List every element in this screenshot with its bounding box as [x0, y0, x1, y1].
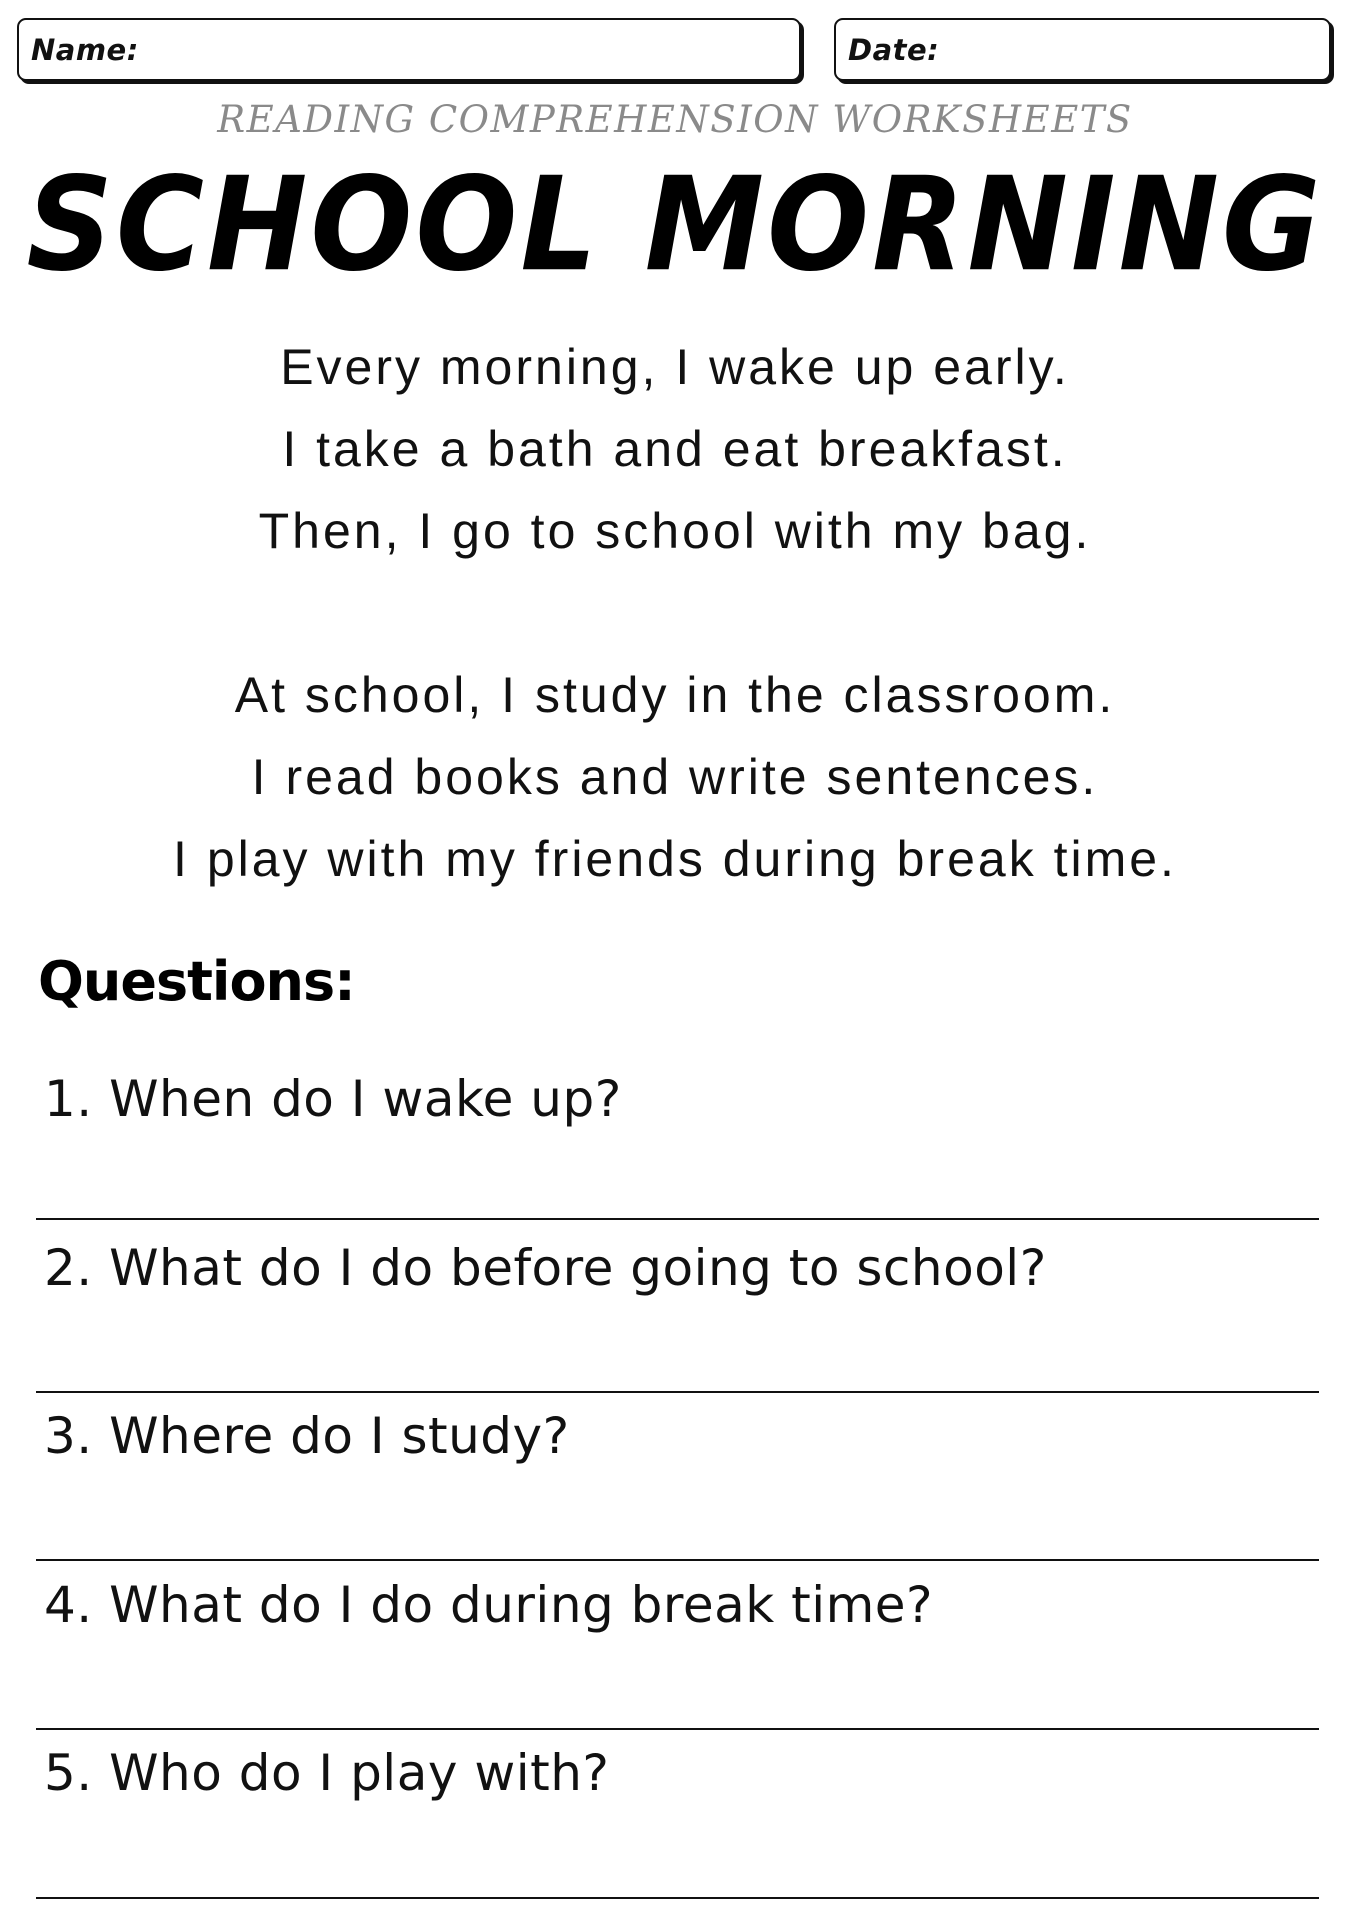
date-label: Date:: [848, 32, 940, 67]
passage-line: I read books and write sentences.: [251, 749, 1099, 805]
answer-line-1[interactable]: [36, 1218, 1319, 1220]
question-2: 2. What do I do before going to school?: [44, 1239, 1047, 1297]
answer-line-2[interactable]: [36, 1391, 1319, 1393]
answer-line-5[interactable]: [36, 1897, 1319, 1899]
answer-line-3[interactable]: [36, 1559, 1319, 1561]
passage-line: Every morning, I wake up early.: [280, 339, 1070, 395]
passage-line: At school, I study in the classroom.: [234, 667, 1116, 723]
question-5: 5. Who do I play with?: [44, 1744, 610, 1802]
question-3: 3. Where do I study?: [44, 1407, 570, 1465]
name-field[interactable]: [17, 18, 801, 81]
passage-line: Then, I go to school with my bag.: [258, 503, 1092, 559]
passage-line: I take a bath and eat breakfast.: [282, 421, 1068, 477]
passage-paragraph-2: [0, 654, 1350, 900]
worksheet-subtitle: READING COMPREHENSION WORKSHEETS: [217, 98, 1133, 141]
answer-line-4[interactable]: [36, 1728, 1319, 1730]
worksheet-title: SCHOOL MORNING: [26, 150, 1324, 301]
date-field[interactable]: [834, 18, 1331, 81]
questions-heading: Questions:: [38, 950, 355, 1013]
name-label: Name:: [31, 32, 139, 67]
passage-paragraph-1: [0, 326, 1350, 572]
passage-line: I play with my friends during break time.: [173, 831, 1177, 887]
question-4: 4. What do I do during break time?: [44, 1576, 934, 1634]
question-1: 1. When do I wake up?: [44, 1070, 622, 1128]
